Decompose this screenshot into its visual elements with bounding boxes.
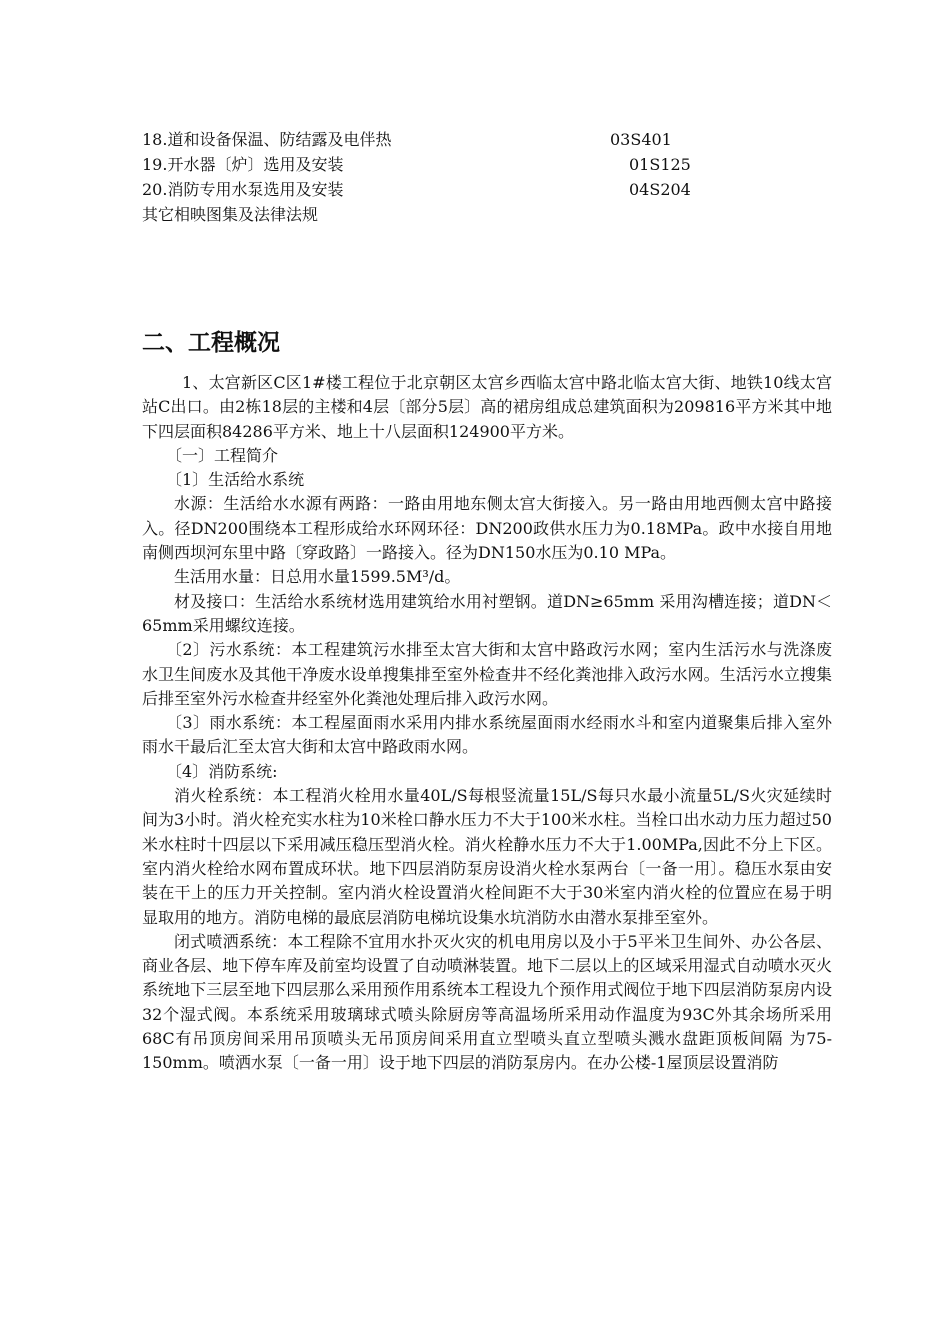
reference-label: 18.道和设备保温、防结露及电伴热 [142, 130, 392, 149]
reference-item [142, 152, 762, 177]
reference-code: 01S125 [629, 155, 691, 174]
section-heading: 二、工程概况 [142, 330, 280, 356]
reference-label: 19.开水器〔炉〕选用及安装 [142, 155, 344, 174]
paragraph: 〔4〕消防系统: [166, 761, 278, 781]
paragraph: 〔3〕雨水系统：本工程屋面雨水采用内排水系统屋面雨水经雨水斗和室内道聚集后排入室外雨水干最后汇至太宫大街和太宫中路政雨水网。 [142, 713, 832, 757]
paragraph: 水源：生活给水水源有两路：一路由用地东侧太宫大街接入。另一路由用地西侧太宫中路接入。径DN200围绕本工程形成给水环网环径：DN200政供水压力为0.18MPa。政中水接自用地南侧西坝河东里中路〔穿政路〕一路接入。径为DN150水压为0.10 MPa。 [142, 494, 832, 563]
paragraph: 〔1〕生活给水系统 [166, 470, 305, 490]
paragraph: 〔一〕工程简介 [166, 445, 279, 465]
reference-item [142, 177, 762, 202]
paragraph: 消火栓系统：本工程消火栓用水量40L/S每根竖流量15L/S每只水最小流量5L/S火灾延续时间为3小时。消火栓充实水柱为10米栓口静水压力不大于100米水柱。当栓口出水动力压力超过50米水柱时十四层以下采用减压稳压型消火栓。消火栓静水压力不大于1.00MPa,因此不分上下区。室内消火栓给水网布置成环状。地下四层消防泵房设消火栓水泵两台〔一备一用〕。稳压水泵由安装在干上的压力开关控制。室内消火栓设置消火栓间距不大于30米室内消火栓的位置应在易于明显取用的地方。消防电梯的最底层消防电梯坑设集水坑消防水由潜水泵排至室外。 [142, 786, 832, 927]
reference-tail: 其它相映图集及法律法规 [142, 205, 319, 224]
body-text [142, 371, 832, 1076]
paragraph: 生活用水量：日总用水量1599.5M³/d。 [174, 567, 461, 587]
reference-item [142, 127, 762, 152]
reference-code: 04S204 [629, 180, 691, 199]
paragraph: 闭式喷洒系统：本工程除不宜用水扑灭火灾的机电用房以及小于5平米卫生间外、办公各层、商业各层、地下停车库及前室均设置了自动喷淋装置。地下二层以上的区域采用湿式自动喷水灭火系统地下三层至地下四层那么采用预作用系统本工程设九个预作用式阀位于地下四层消防泵房内设32个湿式阀。本系统采用玻璃球式喷头除厨房等高温场所采用动作温度为93C外其余场所采用68C有吊顶房间采用吊顶喷头无吊顶房间采用直立型喷头直立型喷头溅水盘距顶板间隔 为75-150mm。喷洒水泵〔一备一用〕设于地下四层的消防泵房内。在办公楼-1屋顶层设置消防 [142, 931, 832, 1073]
paragraph: 材及接口：生活给水系统材选用建筑给水用衬塑钢。道DN≥65mm 采用沟槽连接；道DN＜65mm采用螺纹连接。 [142, 591, 832, 635]
paragraph: 1、太宫新区C区1#楼工程位于北京朝区太宫乡西临太宫中路北临太宫大街、地铁10线太宫站C出口。由2栋18层的主楼和4层〔部分5层〕高的裙房组成总建筑面积为209816平方米其中地下四层面积84286平方米、地上十八层面积124900平方米。 [142, 373, 832, 441]
reference-code: 03S401 [610, 130, 672, 149]
reference-list [142, 127, 762, 227]
paragraph: 〔2〕污水系统：本工程建筑污水排至太宫大街和太宫中路政污水网；室内生活污水与洗涤废水卫生间废水及其他干净废水设单搜集排至室外检查井不经化粪池排入政污水网。生活污水立搜集后排至室外污水检查井经室外化粪池处理后排入政污水网。 [142, 640, 832, 708]
reference-label: 20.消防专用水泵选用及安装 [142, 180, 344, 199]
